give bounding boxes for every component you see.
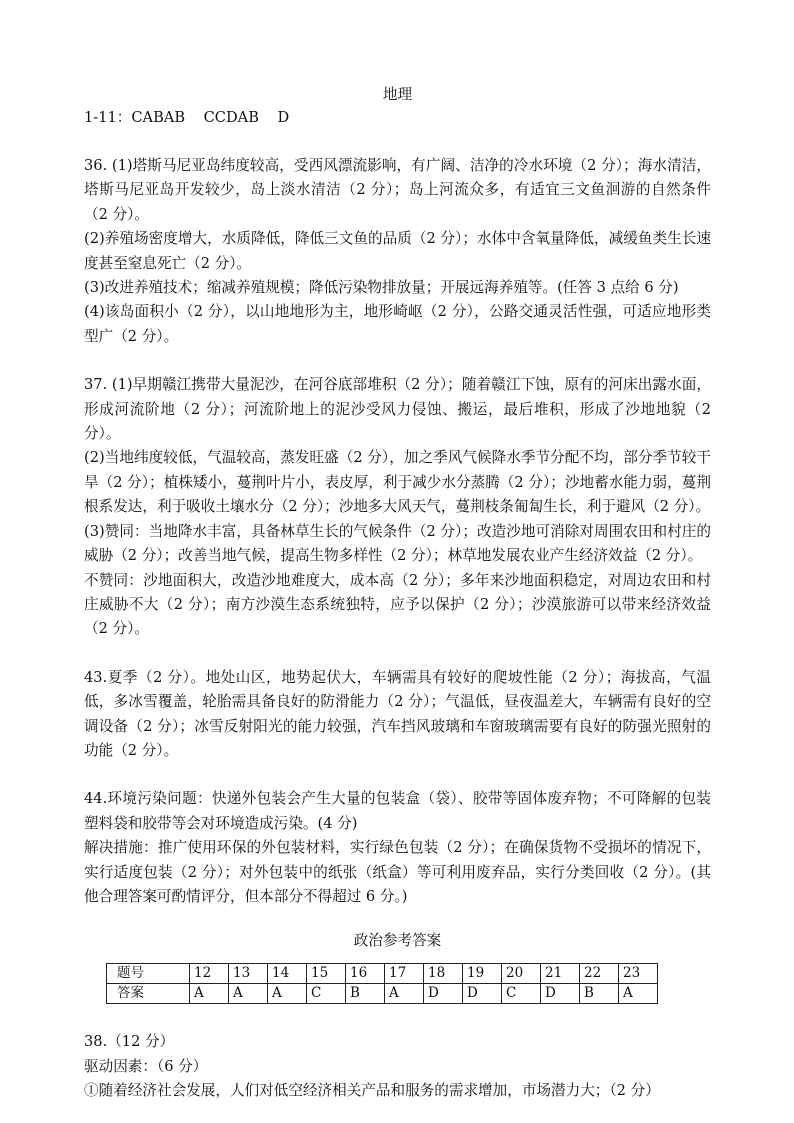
table-cell: 20	[502, 964, 541, 984]
table-cell: D	[424, 984, 463, 1004]
table-cell: A	[190, 984, 229, 1004]
table-cell: 17	[385, 964, 424, 984]
table-head-answer: 答案	[107, 984, 190, 1004]
q37-part1: 37. (1)早期赣江携带大量泥沙，在河谷底部堆积（2 分）；随着赣江下蚀，原有的河床出露水面，形成河流阶地（2 分）；河流阶地上的泥沙受风力侵蚀、搬运，最后堆积，形成了沙地地貌（2 分）。	[84, 376, 711, 443]
q44-measures: 解决措施：推广使用环保的外包装材料，实行绿色包装（2 分）；在确保货物不受损坏的情况下，实行适度包装（2 分）；对外包装中的纸张（纸盒）等可利用废弃品，实行分类回收（2 分）。(其他合理答案可酌情评分，但本部分不得超过 6 分。)	[84, 839, 711, 905]
table-cell: 23	[619, 964, 658, 984]
geography-title: 地理	[382, 86, 413, 103]
table-cell: 14	[268, 964, 307, 984]
table-cell: 16	[346, 964, 385, 984]
question-43	[84, 666, 711, 764]
answer-key-page	[84, 84, 711, 1104]
q38-point-1: ①随着经济社会发展，人们对低空经济相关产品和服务的需求增加，市场潜力大；（2 分）	[84, 1082, 660, 1100]
table-cell: C	[502, 984, 541, 1004]
table-row-numbers	[107, 964, 658, 984]
table-cell: B	[580, 984, 619, 1004]
table-cell: A	[385, 984, 424, 1004]
question-44	[84, 787, 711, 909]
question-36	[84, 154, 711, 349]
table-cell: B	[346, 984, 385, 1004]
q36-part4: (4)该岛面积小（2 分），以山地地形为主，地形崎岖（2 分），公路交通灵活性强，可适应地形类型广（2 分）。	[84, 303, 711, 345]
q44-problem: 44.环境污染问题：快递外包装会产生大量的包装盒（袋）、胶带等固体废弃物；不可降解的包装塑料袋和胶带等会对环境造成污染。(4 分)	[84, 790, 711, 832]
table-cell: C	[307, 984, 346, 1004]
table-cell: 15	[307, 964, 346, 984]
table-cell: 18	[424, 964, 463, 984]
q37-part2: (2)当地纬度较低，气温较高，蒸发旺盛（2 分），加之季风气候降水季节分配不均，部分季节较干旱（2 分）；植株矮小，蔓荆叶片小，表皮厚，利于减少水分蒸腾（2 分）；沙地蓄水能力弱，蔓荆根系发达，利于吸收土壤水分（2 分）；沙地多大风天气，蔓荆枝条匍匐生长，利于避风（2 分）。	[84, 449, 711, 516]
q38-heading: 38.（12 分）	[84, 1033, 175, 1051]
table-cell: 12	[190, 964, 229, 984]
table-cell: D	[463, 984, 502, 1004]
table-cell: A	[619, 984, 658, 1004]
table-row-answers	[107, 984, 658, 1004]
q37-part3-disagree: 不赞同：沙地面积大，改造沙地难度大，成本高（2 分）；多年来沙地面积稳定，对周边农田和村庄威胁不大（2 分）；南方沙漠生态系统独特，应予以保护（2 分）；沙漠旅游可以带来经济效益（2 分）。	[84, 571, 711, 638]
multiple-choice-answers: 1-11：CABAB CCDAB D	[84, 109, 290, 126]
table-cell: 22	[580, 964, 619, 984]
table-cell: A	[229, 984, 268, 1004]
table-cell: 19	[463, 964, 502, 984]
q37-part3-agree: (3)赞同：当地降水丰富，具备林草生长的气候条件（2 分）；改造沙地可消除对周围农田和村庄的威胁（2 分）；改善当地气候，提高生物多样性（2 分）；林草地发展农业产生经济效益（2 分）。	[84, 522, 711, 565]
table-head-number: 题号	[107, 964, 190, 984]
q36-part3: (3)改进养殖技术；缩减养殖规模；降低污染物排放量；开展远海养殖等。(任答 3 点给 6 分)	[84, 279, 679, 297]
table-cell: D	[541, 984, 580, 1004]
table-cell: 13	[229, 964, 268, 984]
q43-answer: 43.夏季（2 分）。地处山区，地势起伏大，车辆需具有较好的爬坡性能（2 分）；海拔高，气温低，多冰雪覆盖，轮胎需具备良好的防滑能力（2 分）；气温低，昼夜温差大，车辆需有良好的空调设备（2 分）；冰雪反射阳光的能力较强，汽车挡风玻璃和车窗玻璃需要有良好的防强光照射的功能（2 分）。	[84, 668, 711, 759]
table-cell: A	[268, 984, 307, 1004]
q36-part2: (2)养殖场密度增大，水质降低，降低三文鱼的品质（2 分）；水体中含氧量降低，减缓鱼类生长速度甚至窒息死亡（2 分）。	[84, 230, 711, 272]
table-cell: 21	[541, 964, 580, 984]
q38-subheading: 驱动因素：（6 分）	[84, 1057, 208, 1075]
politics-title: 政治参考答案	[353, 932, 442, 950]
q36-part1: 36. (1)塔斯马尼亚岛纬度较高，受西风漂流影响，有广阔、洁净的冷水环境（2 分）；海水清洁，塔斯马尼亚岛开发较少，岛上淡水清洁（2 分）；岛上河流众多，有适宜三文鱼洄游的自然条件（2 分）。	[84, 157, 711, 223]
politics-answer-table	[106, 963, 658, 1004]
question-37	[84, 373, 711, 641]
question-38	[84, 1030, 711, 1103]
